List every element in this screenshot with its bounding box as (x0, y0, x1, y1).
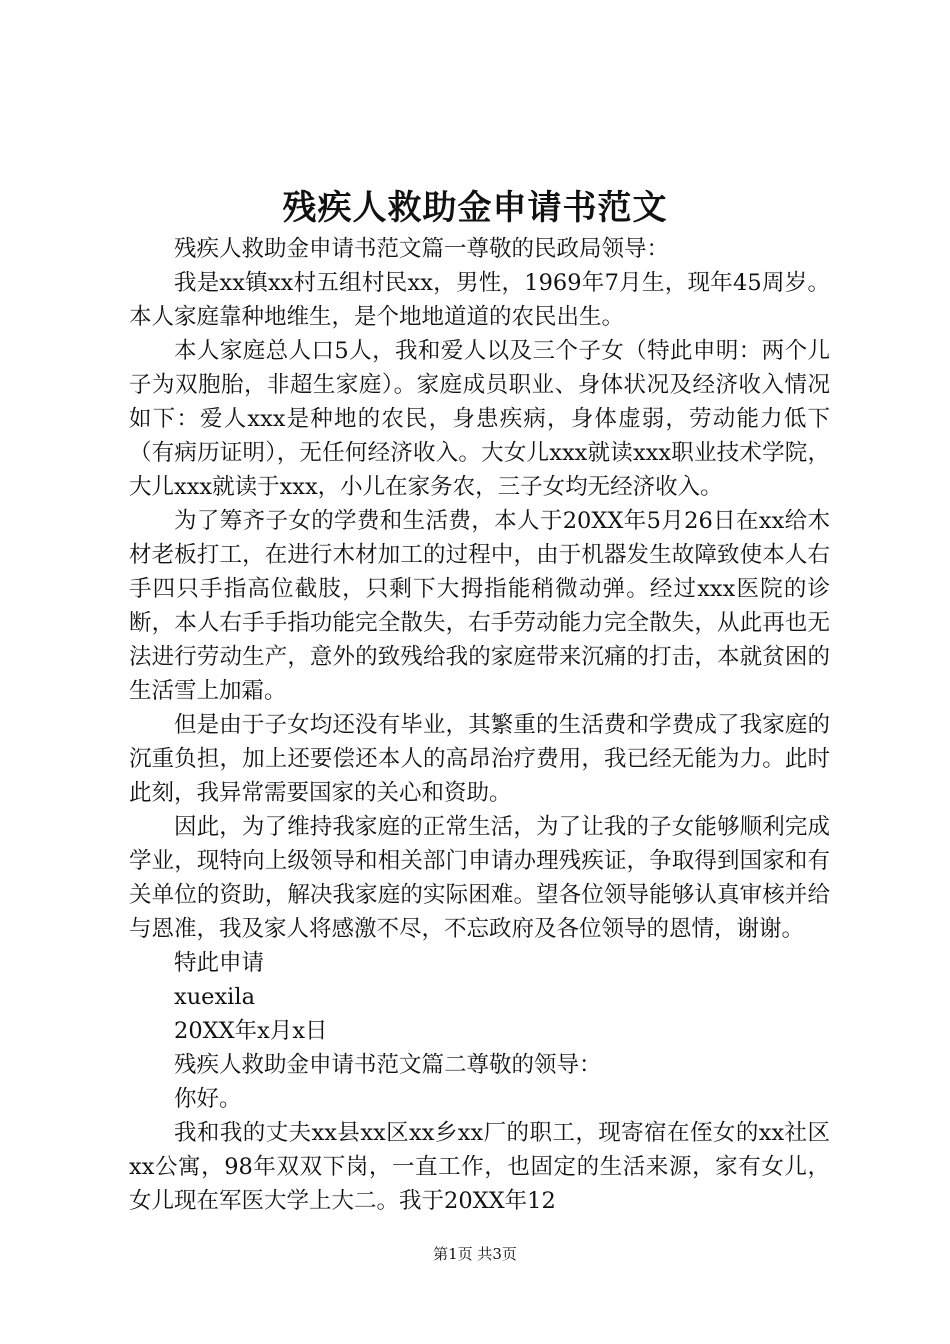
paragraph-signature: xuexila (174, 984, 255, 1010)
paragraph-request: 因此，为了维持我家庭的正常生活，为了让我的子女能够顺利完成学业，现特向上级领导和相关部门申请办理残疾证，争取得到国家和有关单位的资助，解决我家庭的实际困难。望各位领导能够认真审核并给与恩准，我及家人将感激不尽，不忘政府及各位领导的恩情，谢谢。 (129, 814, 830, 942)
paragraph-injury: 为了筹齐子女的学费和生活费，本人于20XX年5月26日在xx给木材老板打工，在进行木材加工的过程中，由于机器发生故障致使本人右手四只手指高位截肢，只剩下大拇指能稍微动弹。经过xxx医院的诊断，本人右手手指功能完全散失，右手劳动能力完全散失，从此再也无法进行劳动生产，意外的致残给我的家庭带来沉痛的打击，本就贫困的生活雪上加霜。 (129, 508, 830, 704)
paragraph-date: 20XX年x月x日 (174, 1018, 328, 1044)
paragraph-second-letter-body: 我和我的丈夫xx县xx区xx乡xx厂的职工，现寄宿在侄女的xx社区xx公寓，98年双双下岗，一直工作，也固定的生活来源，家有女儿，女儿现在军医大学上大二。我于20XX年12 (129, 1120, 830, 1214)
paragraph-closing: 特此申请 (174, 950, 265, 976)
paragraph-burden: 但是由于子女均还没有毕业，其繁重的生活费和学费成了我家庭的沉重负担，加上还要偿还本人的高昂治疗费用，我已经无能为力。此时此刻，我异常需要国家的关心和资助。 (129, 712, 830, 806)
paragraph-salutation-2: 残疾人救助金申请书范文篇二尊敬的领导： (174, 1052, 602, 1078)
document-body (129, 232, 830, 1218)
paragraph-greeting: 你好。 (174, 1086, 242, 1112)
paragraph-family-situation: 本人家庭总人口5人，我和爱人以及三个子女（特此申明：两个儿子为双胞胎，非超生家庭）。家庭成员职业、身体状况及经济收入情况如下：爱人xxx是种地的农民，身患疾病，身体虚弱，劳动能力低下（有病历证明），无任何经济收入。大女儿xxx就读xxx职业技术学院，大儿xxx就读于xxx，小儿在家务农，三子女均无经济收入。 (129, 338, 830, 500)
document-title: 残疾人救助金申请书范文 (282, 188, 668, 228)
page-number: 第1页 共3页 (433, 1245, 517, 1263)
paragraph-salutation-1: 残疾人救助金申请书范文篇一尊敬的民政局领导： (174, 236, 670, 262)
paragraph-applicant-intro: 我是xx镇xx村五组村民xx，男性，1969年7月生，现年45周岁。本人家庭靠种地维生，是个地地道道的农民出生。 (129, 270, 830, 330)
